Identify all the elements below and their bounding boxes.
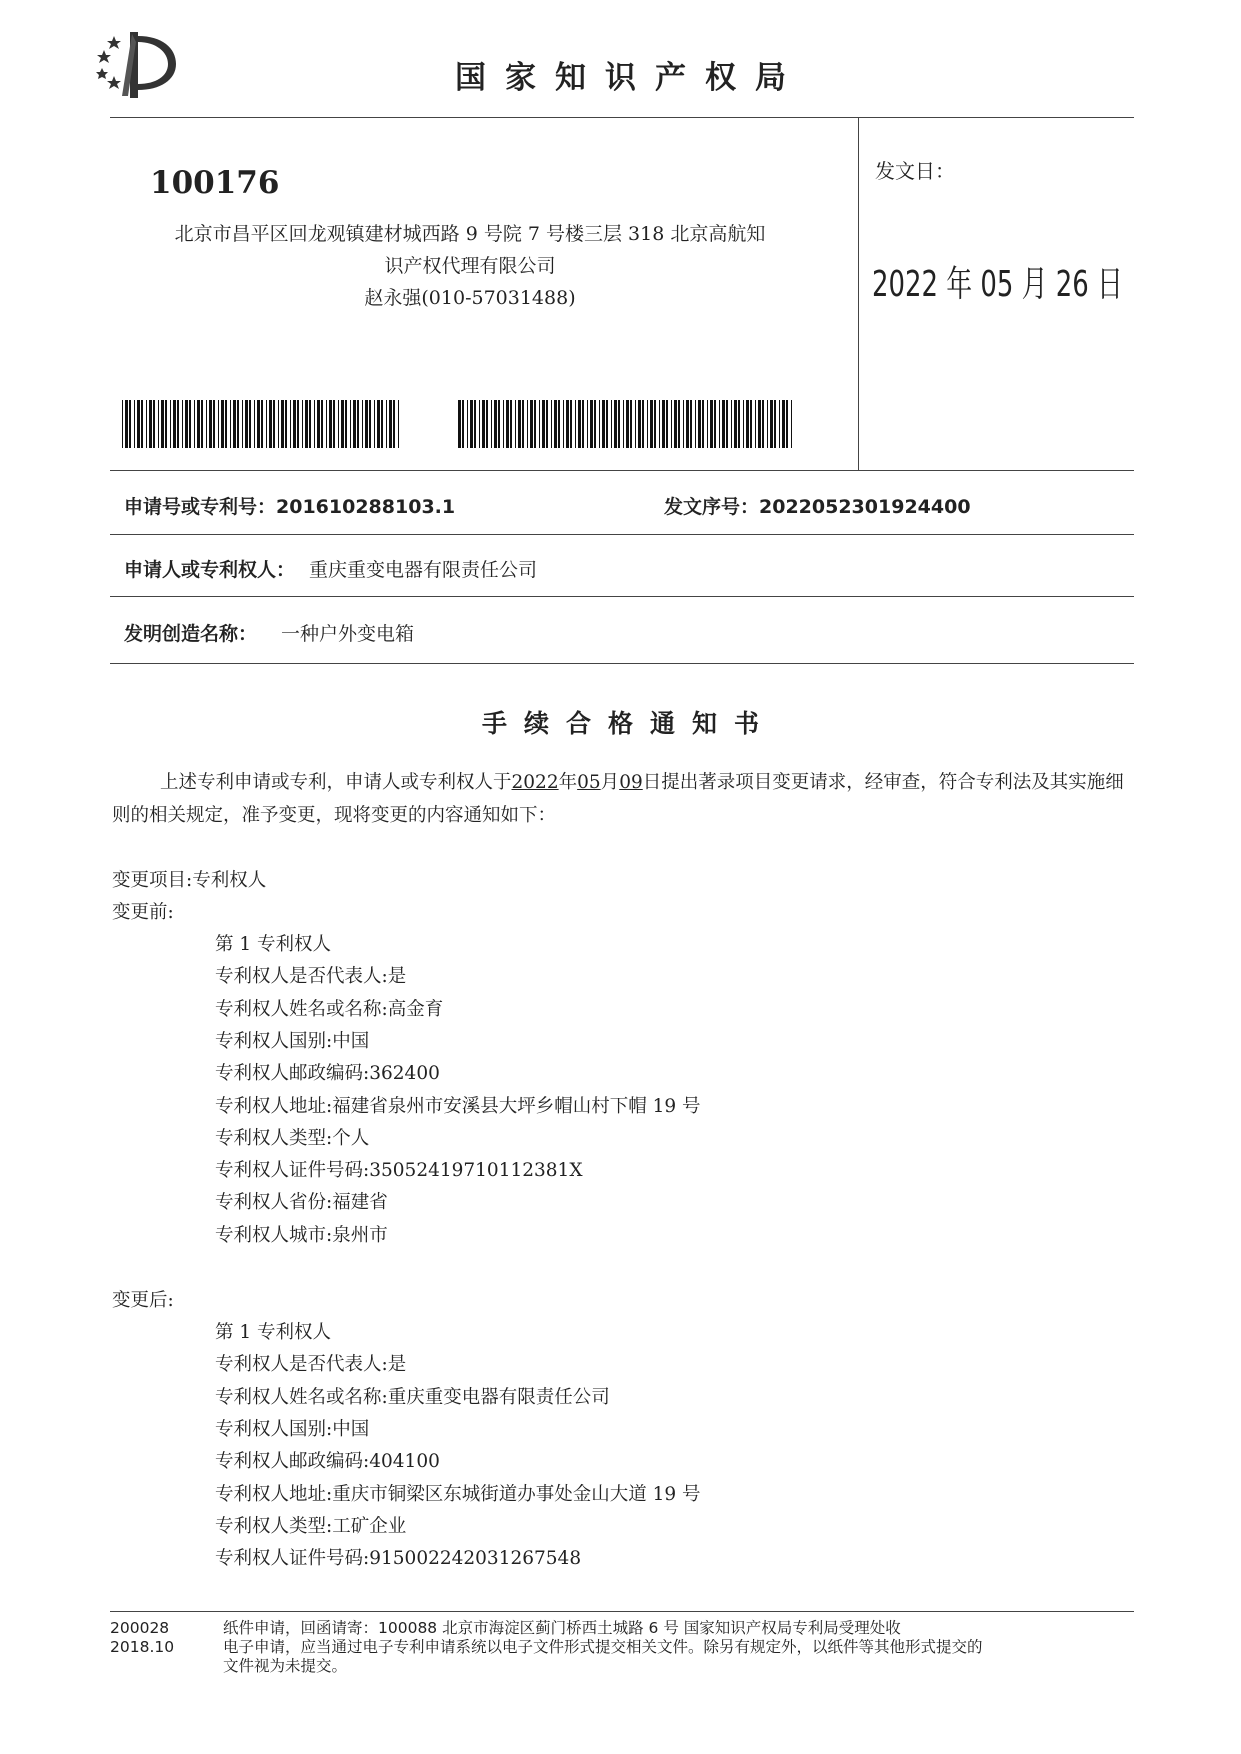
barcode-bar xyxy=(245,400,248,448)
after-label: 变更后: xyxy=(112,1290,174,1311)
barcode-bar xyxy=(702,400,704,448)
barcode-bar xyxy=(642,400,644,448)
barcode-bar xyxy=(321,400,323,448)
footer-line-3: 文件视为未提交。 xyxy=(223,1657,348,1675)
barcode-bar xyxy=(161,400,164,448)
para-prefix: 上述专利申请或专利，申请人或专利权人于 xyxy=(160,772,512,793)
barcode-bar xyxy=(539,400,540,448)
barcode-bar xyxy=(177,400,179,448)
section-rule xyxy=(110,470,1134,471)
application-number-row xyxy=(124,492,455,519)
barcode-bar xyxy=(317,400,320,448)
list-item: 专利权人证件号码:915002242031267548 xyxy=(215,1548,582,1570)
barcode-bar xyxy=(575,400,576,448)
list-item: 专利权人邮政编码:404100 xyxy=(215,1451,440,1473)
barcode-bar xyxy=(357,400,359,448)
barcode-bar xyxy=(650,400,653,448)
barcode-bar xyxy=(554,400,557,448)
invention-label: 发明创造名称： xyxy=(124,623,258,645)
notice-paragraph xyxy=(112,766,1132,832)
list-item: 专利权人是否代表人:是 xyxy=(215,966,407,988)
barcode-bar xyxy=(141,400,143,448)
barcode-bar xyxy=(494,400,497,448)
list-item: 专利权人类型:个人 xyxy=(215,1127,370,1149)
barcode-bar xyxy=(558,400,560,448)
list-item: 专利权人证件号码:35052419710112381X xyxy=(215,1160,583,1182)
barcode-bar xyxy=(153,400,155,448)
notice-title: 手续合格通知书 xyxy=(481,709,776,738)
barcode-bar xyxy=(290,400,291,448)
issue-date-label: 发文日： xyxy=(875,159,955,183)
barcode-bar xyxy=(329,400,332,448)
barcode-bar xyxy=(530,400,533,448)
request-year: 2022 xyxy=(511,772,559,793)
barcode-bar xyxy=(266,400,267,448)
barcode-bar xyxy=(170,400,171,448)
barcode-bar xyxy=(710,400,713,448)
barcode-bar xyxy=(630,400,632,448)
barcode-left xyxy=(122,400,400,448)
barcode-bar xyxy=(462,400,464,448)
barcode-bar xyxy=(566,400,569,448)
barcode-bar xyxy=(791,400,792,448)
barcode-bar xyxy=(474,400,476,448)
barcode-bar xyxy=(719,400,720,448)
barcode-bar xyxy=(297,400,299,448)
barcode-bar xyxy=(671,400,672,448)
list-item: 专利权人城市:泉州市 xyxy=(215,1224,388,1246)
barcode-bar xyxy=(326,400,327,448)
barcode-bar xyxy=(518,400,521,448)
barcode-bar xyxy=(305,400,308,448)
barcode-bar xyxy=(393,400,395,448)
barcode-bar xyxy=(578,400,581,448)
row-rule xyxy=(110,663,1134,664)
barcode-bar xyxy=(314,400,315,448)
postcode: 100176 xyxy=(150,165,280,201)
barcode-bar xyxy=(338,400,339,448)
list-item: 专利权人省份:福建省 xyxy=(215,1192,388,1214)
barcode-bar xyxy=(158,400,159,448)
barcode-bar xyxy=(683,400,684,448)
barcode-bar xyxy=(686,400,689,448)
barcode-bar xyxy=(758,400,761,448)
barcode-bar xyxy=(479,400,480,448)
barcode-bar xyxy=(734,400,737,448)
barcode-bar xyxy=(261,400,263,448)
barcode-bar xyxy=(666,400,668,448)
barcode-bar xyxy=(582,400,584,448)
barcode-bar xyxy=(767,400,768,448)
barcode-bar xyxy=(206,400,207,448)
footer-line-1: 纸件申请，回函请寄：100088 北京市海淀区蓟门桥西土城路 6 号 国家知识产权局专利局受理处收 xyxy=(223,1619,901,1637)
barcode-bar xyxy=(249,400,251,448)
barcode-bar xyxy=(570,400,572,448)
barcode-bar xyxy=(269,400,272,448)
barcode-bar xyxy=(125,400,128,448)
list-item: 专利权人姓名或名称:重庆重变电器有限责任公司 xyxy=(215,1386,610,1408)
barcode-bar xyxy=(467,400,468,448)
barcode-bar xyxy=(218,400,219,448)
barcode-bar xyxy=(221,400,224,448)
barcode-bar xyxy=(278,400,279,448)
barcode-bar xyxy=(146,400,147,448)
before-label: 变更前: xyxy=(112,902,174,923)
barcode-bar xyxy=(614,400,617,448)
barcode-bar xyxy=(201,400,203,448)
barcode-bar xyxy=(293,400,296,448)
barcode-bar xyxy=(185,400,188,448)
barcode-bar xyxy=(225,400,227,448)
header-divider xyxy=(858,117,859,470)
barcode-bar xyxy=(738,400,740,448)
barcode-bar xyxy=(194,400,195,448)
barcode-bar xyxy=(722,400,725,448)
barcode-bar xyxy=(546,400,548,448)
barcode-bar xyxy=(257,400,260,448)
applicant-value: 重庆重变电器有限责任公司 xyxy=(309,559,538,581)
barcode-bar xyxy=(345,400,347,448)
barcode-bar xyxy=(638,400,641,448)
barcode-bar xyxy=(273,400,275,448)
application-number-label: 申请号或专利号： xyxy=(124,496,277,518)
barcode-bar xyxy=(377,400,380,448)
barcode-bar xyxy=(302,400,303,448)
barcode-bar xyxy=(197,400,200,448)
list-item: 专利权人地址:福建省泉州市安溪县大坪乡帽山村下帽 19 号 xyxy=(215,1095,701,1117)
issue-date: 2022 年 05 月 26 日 xyxy=(872,264,1123,305)
cnipa-logo xyxy=(92,28,182,100)
barcode-bar xyxy=(599,400,600,448)
barcode-bar xyxy=(743,400,744,448)
barcode-bar xyxy=(750,400,752,448)
barcode-bar xyxy=(189,400,191,448)
barcode-bar xyxy=(362,400,363,448)
barcode-bar xyxy=(611,400,612,448)
month-unit: 月 xyxy=(600,772,620,793)
barcode-bar xyxy=(254,400,255,448)
barcode-bar xyxy=(386,400,387,448)
request-month: 05 xyxy=(577,772,601,793)
barcode-bar xyxy=(587,400,588,448)
barcode-right xyxy=(458,400,794,448)
barcode-bar xyxy=(233,400,236,448)
barcode-bar xyxy=(491,400,492,448)
barcode-bar xyxy=(149,400,152,448)
barcode-bar xyxy=(353,400,356,448)
barcode-bar xyxy=(594,400,596,448)
barcode-bar xyxy=(602,400,605,448)
list-item: 专利权人是否代表人:是 xyxy=(215,1354,407,1376)
barcode-bar xyxy=(350,400,351,448)
barcode-bar xyxy=(782,400,785,448)
list-item: 专利权人邮政编码:362400 xyxy=(215,1063,440,1085)
list-item: 专利权人国别:中国 xyxy=(215,1030,370,1052)
barcode-bar xyxy=(647,400,648,448)
barcode-bar xyxy=(309,400,311,448)
list-item: 第 1 专利权人 xyxy=(215,1322,332,1343)
barcode-bar xyxy=(365,400,368,448)
address-line-1: 北京市昌平区回龙观镇建材城西路 9 号院 7 号楼三层 318 北京高航知 xyxy=(174,223,766,245)
barcode-bar xyxy=(527,400,528,448)
office-name: 国家知识产权局 xyxy=(455,60,805,96)
barcode-bar xyxy=(626,400,629,448)
barcode-bar xyxy=(707,400,708,448)
invention-value: 一种户外变电箱 xyxy=(281,623,415,645)
year-unit: 年 xyxy=(558,772,578,793)
barcode-bar xyxy=(398,400,399,448)
list-item: 第 1 专利权人 xyxy=(215,934,332,955)
barcode-bar xyxy=(522,400,524,448)
barcode-bar xyxy=(690,400,692,448)
barcode-bar xyxy=(374,400,375,448)
barcode-bar xyxy=(209,400,212,448)
barcode-bar xyxy=(698,400,701,448)
barcode-bar xyxy=(341,400,344,448)
barcode-bar xyxy=(230,400,231,448)
form-date: 2018.10 xyxy=(110,1638,175,1656)
barcode-bar xyxy=(618,400,620,448)
barcode-bar xyxy=(695,400,696,448)
contact: 赵永强(010-57031488) xyxy=(364,287,576,309)
barcode-bar xyxy=(726,400,728,448)
recipient-address xyxy=(130,218,810,314)
barcode-bar xyxy=(173,400,176,448)
barcode-bar xyxy=(165,400,167,448)
barcode-bar xyxy=(515,400,516,448)
barcode-bar xyxy=(770,400,773,448)
barcode-bar xyxy=(714,400,716,448)
invention-row xyxy=(124,619,414,646)
barcode-bar xyxy=(786,400,788,448)
barcode-bar xyxy=(590,400,593,448)
barcode-bar xyxy=(237,400,239,448)
barcode-bar xyxy=(755,400,756,448)
barcode-bar xyxy=(458,400,461,448)
barcode-bar xyxy=(654,400,656,448)
barcode-bar xyxy=(470,400,473,448)
barcode-bar xyxy=(482,400,485,448)
header-rule xyxy=(110,117,1134,118)
barcode-bar xyxy=(381,400,383,448)
serial-number: 2022052301924400 xyxy=(759,496,971,518)
footer-rule xyxy=(110,1611,1134,1612)
barcode-bar xyxy=(678,400,680,448)
barcode-bar xyxy=(542,400,545,448)
barcode-bar xyxy=(122,400,123,448)
barcode-bar xyxy=(551,400,552,448)
list-item: 专利权人国别:中国 xyxy=(215,1418,370,1440)
barcode-bar xyxy=(498,400,500,448)
barcode-bar xyxy=(746,400,749,448)
form-code: 200028 xyxy=(110,1619,170,1637)
applicant-row xyxy=(124,555,537,582)
list-item: 专利权人地址:重庆市铜梁区东城街道办事处金山大道 19 号 xyxy=(215,1483,701,1505)
barcode-bar xyxy=(635,400,636,448)
barcode-bar xyxy=(779,400,780,448)
barcode-bar xyxy=(503,400,504,448)
barcode-bar xyxy=(486,400,488,448)
barcode-bar xyxy=(774,400,776,448)
barcode-bar xyxy=(389,400,392,448)
barcode-bar xyxy=(285,400,287,448)
barcode-bar xyxy=(369,400,371,448)
row-rule xyxy=(110,534,1134,535)
barcode-bar xyxy=(731,400,732,448)
barcode-bar xyxy=(510,400,512,448)
barcode-bar xyxy=(129,400,131,448)
para-suffix: 日提出著录项目变更请求，经审查，符合专利法及其实施细则的相关规定，准予变更，现将变更的内容通知如下： xyxy=(112,772,1124,826)
barcode-bar xyxy=(623,400,624,448)
barcode-bar xyxy=(182,400,183,448)
application-number: 201610288103.1 xyxy=(276,496,456,518)
barcode-bar xyxy=(762,400,764,448)
barcode-bar xyxy=(134,400,135,448)
barcode-bar xyxy=(674,400,677,448)
barcode-bar xyxy=(213,400,215,448)
serial-number-label: 发文序号： xyxy=(664,496,760,518)
barcode-bar xyxy=(333,400,335,448)
barcode-bar xyxy=(534,400,536,448)
barcode-bar xyxy=(563,400,564,448)
request-day: 09 xyxy=(619,772,643,793)
barcode-bar xyxy=(662,400,665,448)
applicant-label: 申请人或专利权人： xyxy=(124,559,296,581)
change-item: 变更项目:专利权人 xyxy=(112,870,267,891)
barcode-bar xyxy=(506,400,509,448)
barcode-bar xyxy=(606,400,608,448)
list-item: 专利权人姓名或名称:高金育 xyxy=(215,998,444,1020)
barcode-bar xyxy=(281,400,284,448)
serial-number-row xyxy=(664,492,971,519)
footer-line-2: 电子申请，应当通过电子专利申请系统以电子文件形式提交相关文件。除另有规定外，以纸件等其他形式提交的 xyxy=(223,1638,983,1656)
barcode-bar xyxy=(659,400,660,448)
row-rule xyxy=(110,596,1134,597)
list-item: 专利权人类型:工矿企业 xyxy=(215,1515,407,1537)
address-line-2: 识产权代理有限公司 xyxy=(384,255,556,277)
barcode-bar xyxy=(137,400,140,448)
barcode-bar xyxy=(242,400,243,448)
